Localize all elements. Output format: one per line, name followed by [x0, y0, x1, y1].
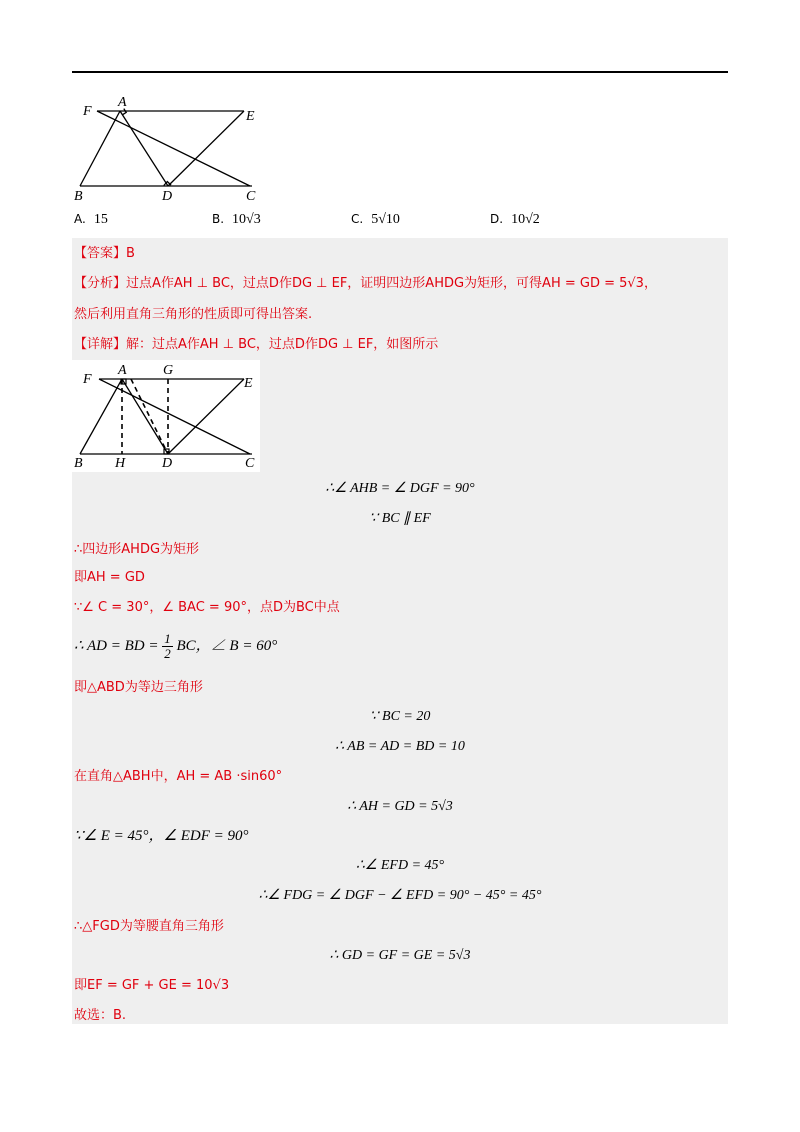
step-18: 故选：B.	[74, 1008, 127, 1023]
geometry-figure-2	[72, 360, 260, 472]
label-b: B	[74, 189, 83, 204]
label-a: A	[118, 95, 127, 110]
option-c: C. 5√10	[351, 212, 400, 227]
label-c: C	[246, 189, 256, 204]
label-e2: E	[244, 376, 253, 391]
step-3: ∴四边形AHDG为矩形	[74, 542, 200, 557]
label-d2: D	[162, 456, 173, 471]
label-f2: F	[83, 372, 92, 387]
step-16: ∴ GD = GF = GE = 5√3	[329, 948, 471, 963]
step-15: ∴△FGD为等腰直角三角形	[74, 919, 224, 934]
step-13: ∴∠ EFD = 45°	[355, 858, 445, 873]
label-d: D	[162, 189, 173, 204]
step-7: 即△ABD为等边三角形	[74, 680, 203, 695]
step-8: ∵ BC = 20	[369, 709, 431, 724]
step-5: ∵∠ C = 30°，∠ BAC = 90°，点D为BC中点	[74, 600, 340, 615]
step-12: ∵∠ E = 45°，∠ EDF = 90°	[74, 828, 249, 844]
label-a2: A	[118, 363, 127, 378]
step-17: 即EF = GF + GE = 10√3	[74, 978, 230, 993]
label-c2: C	[245, 456, 255, 471]
label-b2: B	[74, 456, 83, 471]
step-11: ∴ AH = GD = 5√3	[347, 799, 453, 814]
detail-tag: 【详解】	[74, 337, 127, 352]
step-10: 在直角△ABH中，AH = AB ·sin60°	[74, 769, 283, 784]
geometry-figure-1	[72, 92, 272, 207]
step-2: ∵ BC ∥ EF	[369, 511, 431, 526]
step-14: ∴∠ FDG = ∠ DGF − ∠ EFD = 90° − 45° = 45°	[258, 888, 542, 903]
option-b: B. 10√3	[212, 212, 261, 227]
answer-line: 【答案】B	[74, 246, 135, 261]
analysis-line-1: 【分析】过点A作AH ⊥ BC，过点D作DG ⊥ EF，证明四边形AHDG为矩形，可得AH = GD = 5√3，	[74, 276, 657, 291]
fraction-half: $\frac{1}{2}$	[164, 631, 171, 661]
label-e: E	[246, 109, 255, 124]
step-9: ∴ AB = AD = BD = 10	[335, 739, 465, 754]
analysis-tag: 【分析】	[74, 276, 127, 291]
detail-line: 【详解】解：过点A作AH ⊥ BC，过点D作DG ⊥ EF，如图所示	[74, 337, 439, 352]
option-d: D. 10√2	[490, 212, 540, 227]
step-4: 即AH = GD	[74, 570, 145, 585]
step-6: ∴ AD = BD = $\frac{1}{2}$ BC，∠ B = 60°	[74, 631, 278, 661]
analysis-line-2: 然后利用直角三角形的性质即可得出答案.	[74, 307, 313, 322]
header-rule	[72, 71, 728, 73]
option-a: A. 15	[74, 212, 108, 227]
label-h2: H	[115, 456, 126, 471]
step-1: ∴∠ AHB = ∠ DGF = 90°	[325, 481, 475, 496]
label-g2: G	[163, 363, 174, 378]
label-f: F	[83, 104, 92, 119]
